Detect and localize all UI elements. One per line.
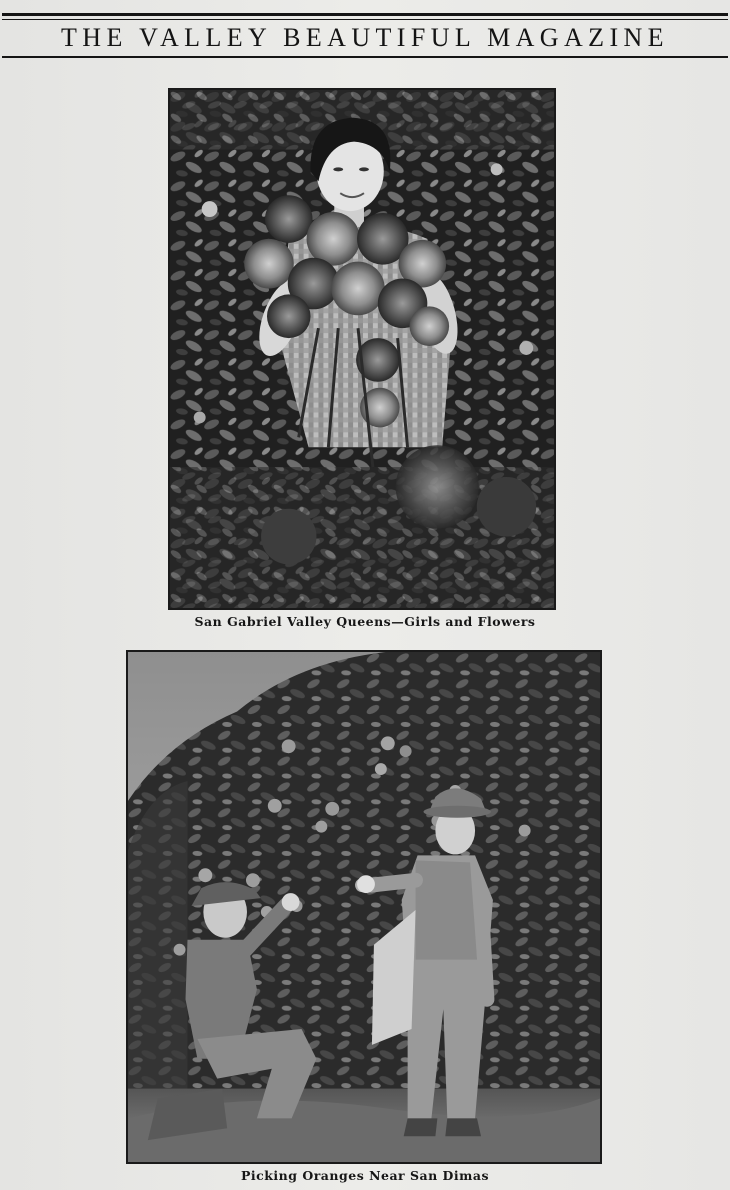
photo-caption-picking-oranges: Picking Oranges Near San Dimas (240, 1168, 490, 1183)
masthead-bottom-rule (2, 56, 728, 58)
masthead-top-rule (2, 13, 728, 16)
photo-girl-with-flowers-image (170, 90, 554, 608)
masthead-title: THE VALLEY BEAUTIFUL MAGAZINE (61, 23, 669, 52)
photo-picking-oranges (126, 650, 602, 1164)
photo-picking-oranges-image (128, 652, 600, 1162)
photo-girl-with-flowers (168, 88, 556, 610)
photo-caption-girls-and-flowers: San Gabriel Valley Queens—Girls and Flowers (194, 614, 536, 629)
